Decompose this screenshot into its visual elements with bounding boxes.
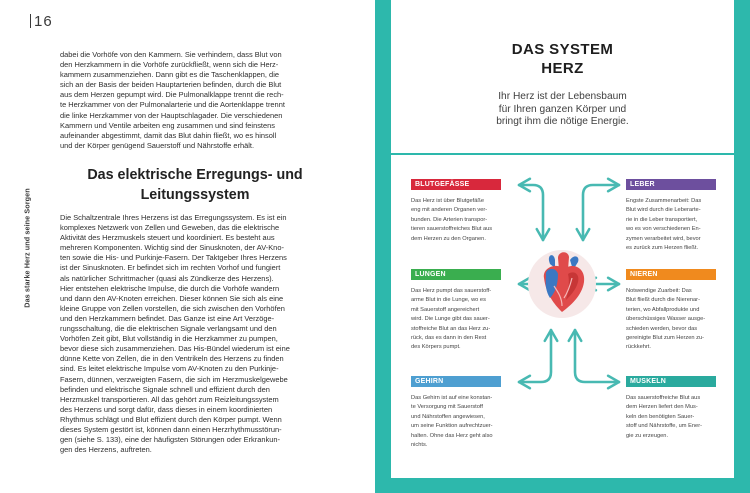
text-line: komplexes Netzwerk von Zellen und Geweben, das die elektrische [60, 223, 280, 233]
heading-line: Das elektrische Erregungs- und [87, 167, 303, 183]
box-text-line: gereinigte Blut zum Herzen zu- [626, 335, 705, 342]
box-text-line: Das Gehirn ist auf eine konstan- [411, 395, 493, 401]
heading-line: Leitungssystem [140, 187, 250, 203]
box-text-line: nichts. [411, 442, 428, 449]
box-gehirn [411, 376, 501, 450]
box-text-line: rie in die Leber transportiert, [626, 216, 698, 223]
text-line: die linke Herzkammer von der Hauptschlagader. Die verschiedenen [60, 110, 283, 120]
box-text-line: terien, wo Abfallprodukte und [626, 306, 700, 313]
page-number [30, 13, 53, 30]
text-line: Die Schaltzentrale Ihres Herzens ist das Erregungssystem. Es ist ein [60, 213, 287, 222]
text-line: und dann den AV-Knoten erreichen. Dieser können Sie sich als eine [60, 293, 284, 303]
text-line: rungsschaltung, die die elektrischen Signale verlangsamt und den [60, 324, 277, 334]
text-line: und der Körper genügend Sauerstoff und Nährstoffe erhält. [60, 140, 255, 150]
box-text-line: Blut fließt durch die Nierenar- [626, 297, 700, 304]
box-text-line: und Nährstoffen angewiesen, [411, 413, 485, 420]
box-text-line: es zurück zum Herzen fließt. [626, 245, 699, 252]
text-line: Fasern, dünnen, verzweigten Fasern, die sich im Herzmuskelgewebe [60, 374, 288, 384]
text-line: Hier entstehen elektrische Impulse, die durch die Vorhöfe wandern [60, 283, 280, 293]
box-text-line: stoff und Nährstoffe, um Ener- [626, 423, 702, 430]
text-line: gen (siehe S. 133), eine der häufigsten Störungen oder Erkrankun- [60, 435, 280, 445]
box-title-lungen: LUNGEN [411, 269, 501, 280]
text-line: des Herzens und sorgt dafür, dass dieses in einem koordinierten [60, 404, 273, 414]
anatomical-heart-icon [524, 248, 600, 320]
box-title-blutgefaesse: BLUTGEFÄSSE [411, 179, 501, 190]
infographic-panel [391, 0, 734, 478]
box-title-gehirn: GEHIRN [411, 376, 501, 387]
box-text-line: keln den benötigten Sauer- [626, 413, 695, 420]
text-line: aus dem Herzen gepumpt wird. Die Pulmonalklappe trennt die rech- [60, 90, 284, 100]
box-text-line: um seine Funktion aufrechtzuer- [411, 423, 493, 430]
text-line: kleine Gruppe von Zellen vorstellen, die sich zwischen den Vorhöfen [60, 303, 285, 313]
page-number-value: 16 [34, 13, 53, 30]
side-label-container [20, 183, 34, 313]
text-line: Vorhöfen Zeit gibt, Blut vollständig in die Herzkammer zu pumpen, [60, 334, 278, 344]
text-line: befinden und elektrische Signale schnell und effizient durch den [60, 384, 270, 394]
box-title-leber: LEBER [626, 179, 716, 190]
text-line: mehreren Komponenten. Wichtig sind der Sinusknoten, der AV-Kno- [60, 243, 284, 253]
box-text-line: tieren sauerstoffreiches Blut aus [411, 226, 493, 233]
text-line: kammern zusammenziehen. Dann gibt es die Taschenklappen, die [60, 70, 279, 80]
box-text-line: Notwendige Zuarbeit: Das [626, 288, 692, 294]
box-text-line: wird. Die Lunge gibt das sauer- [411, 316, 490, 323]
arrow-muskeln [575, 330, 619, 382]
text-line: te Herzkammer von der Pulmonalarterie und die Aortenklappe trennt [60, 100, 285, 110]
arrow-gehirn [519, 330, 551, 382]
body-paragraph-1 [60, 50, 330, 151]
text-line: dünne Kette von Zellen, die in den Ventrikeln des Herzens zu finden [60, 354, 284, 364]
box-text-line: dem Herzen liefert den Mus- [626, 404, 698, 411]
box-muskeln [626, 376, 716, 441]
box-text-gehirn [411, 394, 501, 450]
box-text-line: Das Herz ist über Blutgefäße [411, 198, 485, 204]
page-number-rule [30, 14, 31, 28]
box-text-line: te Versorgung mit Sauerstoff [411, 404, 483, 411]
text-line: bevor diese sich zusammenziehen. Das His-Bündel wiederum ist eine [60, 344, 290, 354]
box-text-line: arme Blut in die Lunge, wo es [411, 297, 486, 304]
text-line: gen des Herzens, auftreten. [60, 445, 152, 455]
box-text-line: rück, das es dann in den Rest [411, 335, 487, 342]
box-text-line: bunden. Die Arterien transpor- [411, 216, 488, 223]
box-nieren [626, 269, 716, 353]
intro-line: für Ihren ganzen Körper und [498, 103, 627, 115]
text-line: dieses System gestört ist, können dann einen Herzrhythmusstörun- [60, 424, 282, 434]
box-text-line: mit Sauerstoff angereichert [411, 306, 480, 313]
box-text-line: zymen verarbeitet wird, bevor [626, 235, 701, 242]
box-text-line: dem Herzen zu den Organen. [411, 235, 486, 242]
box-text-line: Das sauerstoffreiche Blut aus [626, 395, 701, 401]
box-text-blutgefaesse [411, 197, 501, 244]
title-line: DAS SYSTEM [511, 41, 614, 58]
text-line: aufeinander abgestimmt, damit das Blut dahin fließt, wo es hinsoll [60, 130, 277, 140]
arrow-leber [583, 185, 619, 240]
box-text-line: des Körpers pumpt. [411, 344, 461, 351]
box-text-nieren [626, 287, 716, 353]
box-text-muskeln [626, 394, 716, 441]
box-text-line: eng mit anderen Organen ver- [411, 207, 488, 214]
box-text-line: schieden werden, bevor das [626, 325, 698, 332]
intro-line: Ihr Herz ist der Lebensbaum [498, 91, 627, 102]
box-leber [626, 179, 716, 253]
box-text-line: Das Herz pumpt das sauerstoff- [411, 288, 492, 294]
box-text-line: Blut wird durch die Leberarte- [626, 207, 701, 214]
chapter-side-label: Das starke Herz und seine Sorgen [22, 188, 32, 308]
box-blutgefaesse [411, 179, 501, 244]
box-text-line: rückkehrt. [626, 344, 651, 351]
section-heading [60, 165, 330, 205]
right-page [375, 0, 750, 493]
text-line: ten sowie die His- und Purkinje-Fasern. Der Taktgeber Ihres Herzens [60, 253, 287, 263]
text-line: und den Herzkammern befindet. Das Ganze ist eine Art Verzöge- [60, 313, 275, 323]
text-line: Kammern und Ventile arbeiten eng zusammen und sind feinstens [60, 120, 275, 130]
text-line: ist der Sinusknoten. Er befindet sich im rechten Vorhof und fungiert [60, 263, 281, 273]
box-text-line: halten. Ohne das Herz geht also [411, 432, 493, 439]
text-line: Rhythmus schlägt und Blut effizient durch den Körper pumpt. Wenn [60, 414, 282, 424]
box-text-line: wo es von verschiedenen En- [626, 226, 701, 233]
box-text-lungen [411, 287, 501, 353]
box-title-nieren: NIEREN [626, 269, 716, 280]
box-lungen [411, 269, 501, 353]
text-line: sind. Es leitet elektrische Impulse vom AV-Knoten zu den Purkinje- [60, 364, 279, 374]
text-line: Herzmuskel transportieren. All das gehört zum Reizleitungssystem [60, 394, 279, 404]
text-line: Aktivität des Herzmuskels steuert und koordiniert. Es besteht aus [60, 233, 275, 243]
body-paragraph-2 [60, 213, 330, 455]
intro-line: bringt ihm die nötige Energie. [496, 116, 629, 128]
arrow-blutgefaesse [519, 185, 543, 240]
text-line: dabei die Vorhöfe von den Kammern. Sie verhindern, dass Blut von [60, 50, 282, 59]
text-line: als natürlicher Schrittmacher (quasi als Zündkerze des Herzens). [60, 273, 274, 283]
text-line: sich an der Basis der beiden Hauptarterien befinden, durch die Blut [60, 80, 282, 90]
box-text-line: stoffreiche Blut an das Herz zu- [411, 325, 491, 332]
box-text-line: gie zu erzeugen. [626, 432, 669, 439]
box-text-leber [626, 197, 716, 253]
box-text-line: Engste Zusammenarbeit: Das [626, 198, 702, 204]
text-line: den Herzkammern in die Vorhöfe zurückfließt, wenn sich die Herz- [60, 60, 279, 70]
box-title-muskeln: MUSKELN [626, 376, 716, 387]
title-line: HERZ [541, 60, 584, 77]
box-text-line: überschüssiges Wasser ausge- [626, 316, 706, 323]
